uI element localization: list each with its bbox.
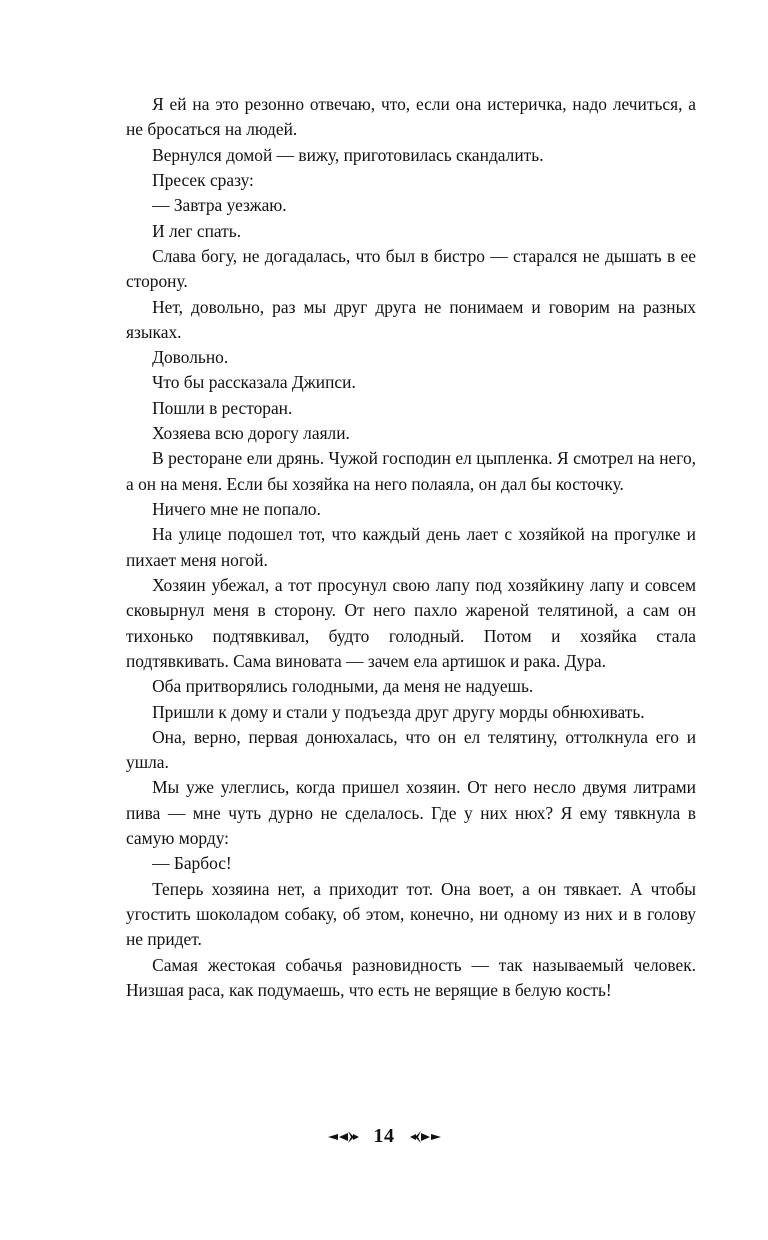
paragraph: Самая жестокая собачья разновидность — так называемый человек. Низшая раса, как подумаешь, что есть не верящие в белую кость! xyxy=(126,954,696,1000)
paragraph: Пошли в ресторан. xyxy=(152,397,293,418)
paragraph: И лег спать. xyxy=(152,220,242,241)
paragraph-dialogue: — Барбос! xyxy=(152,853,232,874)
fleuron-left-icon xyxy=(326,1130,360,1144)
paragraph: Хозяева всю дорогу лаяли. xyxy=(152,423,350,444)
paragraph: На улице подошел тот, что каждый день лает с хозяйкой на прогулке и пихает меня ногой. xyxy=(126,524,696,570)
paragraph-dialogue: — Завтра уезжаю. xyxy=(152,195,287,216)
page-footer xyxy=(0,1125,768,1148)
paragraph: Теперь хозяина нет, а приходит тот. Она воет, а он тявкает. А чтобы угостить шоколадом собаку, об этом, конечно, ни одному из них и в голову не придет. xyxy=(126,878,696,950)
paragraph: Хозяин убежал, а тот просунул свою лапу под хозяйкину лапу и совсем сковырнул меня в сторону. От него пахло жареной телятиной, а сам он тихонько подтявкивал, будто голодный. Потом и хозяйка стала подтявкивать. Сама виновата — зачем ела артишок и рака. Дура. xyxy=(126,574,696,671)
paragraph: Пришли к дому и стали у подъезда друг другу морды обнюхивать. xyxy=(152,701,645,722)
paragraph: Пресек сразу: xyxy=(152,169,254,190)
paragraph: Мы уже улеглись, когда пришел хозяин. От него несло двумя литрами пива — мне чуть дурно не сделалось. Где у них нюх? Я ему тявкнула в самую морду: xyxy=(126,777,696,849)
paragraph: В ресторане ели дрянь. Чужой господин ел цыпленка. Я смотрел на него, а он на меня. Если бы хозяйка на него полаяла, он дал бы косточку. xyxy=(126,448,696,494)
paragraph: Что бы рассказала Джипси. xyxy=(152,372,356,393)
page-number: 14 xyxy=(373,1125,395,1147)
paragraph: Она, верно, первая донюхалась, что он ел телятину, оттолкнула его и ушла. xyxy=(126,726,696,773)
page-body xyxy=(126,92,696,1003)
paragraph: Вернулся домой — вижу, приготовилась скандалить. xyxy=(152,144,544,165)
paragraph: Довольно. xyxy=(152,347,229,368)
paragraph: Я ей на это резонно отвечаю, что, если она истеричка, надо лечиться, а не бросаться на людей. xyxy=(126,94,696,140)
paragraph: Оба притворялись голодными, да меня не надуешь. xyxy=(152,676,534,697)
paragraph: Слава богу, не догадалась, что был в бистро — старался не дышать в ее сторону. xyxy=(126,245,696,292)
paragraph: Нет, довольно, раз мы друг друга не понимаем и говорим на разных языках. xyxy=(126,296,696,342)
fleuron-right-icon xyxy=(409,1130,443,1144)
paragraph: Ничего мне не попало. xyxy=(152,499,321,519)
